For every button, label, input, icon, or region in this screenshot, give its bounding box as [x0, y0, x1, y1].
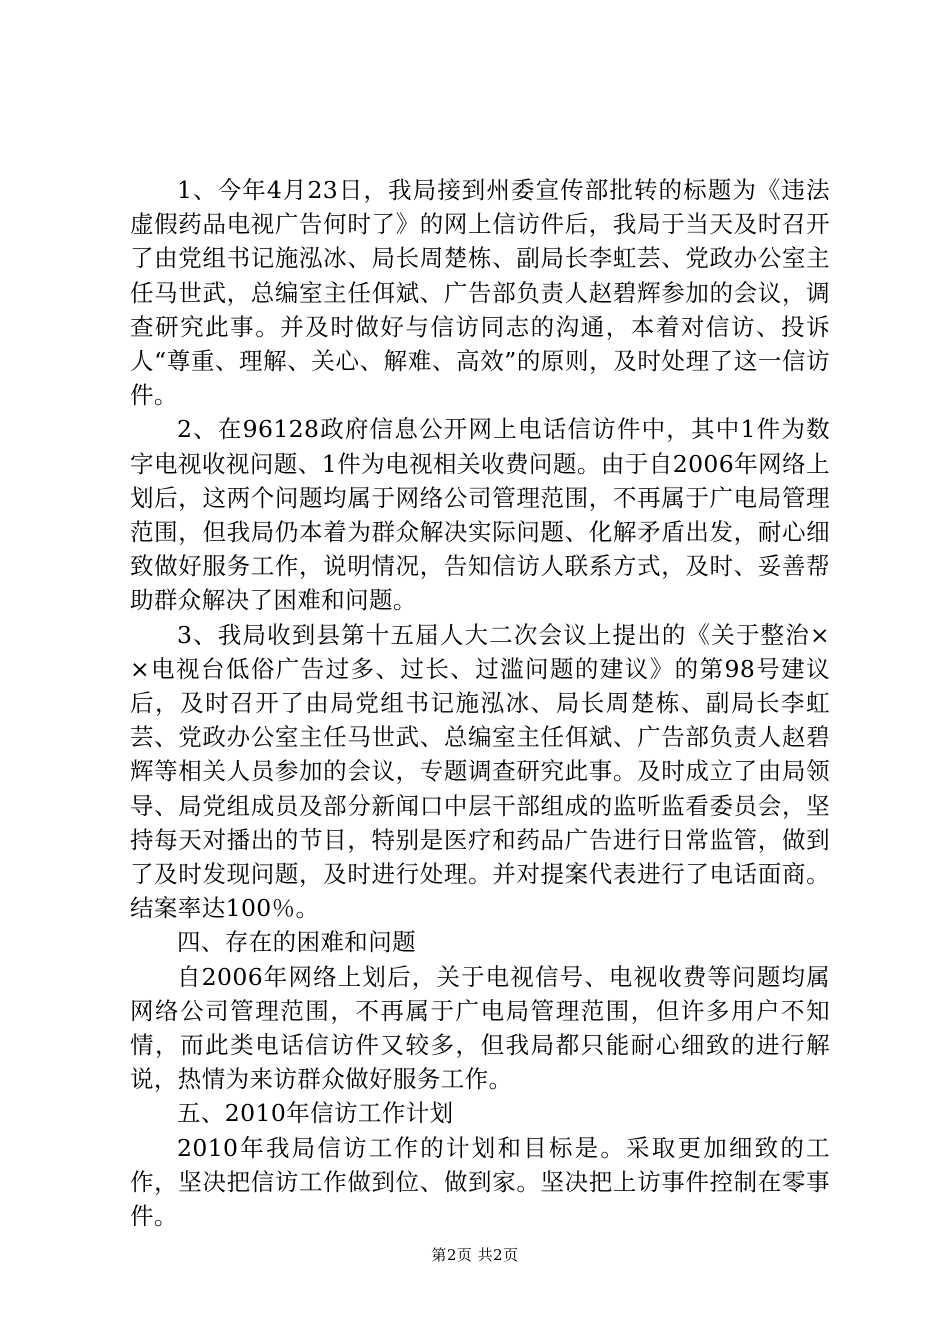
section-heading-difficulties: 四、存在的困难和问题: [177, 928, 416, 957]
page-number-footer: 第2页 共2页: [431, 1246, 519, 1264]
section-heading-plan: 五、2010年信访工作计划: [177, 1099, 454, 1128]
paragraph-plan: 2010年我局信访工作的计划和目标是。采取更加细致的工作，坚决把信访工作做到位、做到家。坚决把上访事件控制在零事件。: [130, 1133, 830, 1231]
paragraph-difficulties: 自2006年网络上划后，关于电视信号、电视收费等问题均属网络公司管理范围，不再属于广电局管理范围，但许多用户不知情，而此类电话信访件又较多，但我局都只能耐心细致的进行解说，热情为来访群众做好服务工作。: [130, 962, 830, 1094]
paragraph-item-1: 1、今年4月23日，我局接到州委宣传部批转的标题为《违法虚假药品电视广告何时了》的网上信访件后，我局于当天及时召开了由党组书记施泓冰、局长周楚栋、副局长李虹芸、党政办公室主任马世武，总编室主任佴斌、广告部负责人赵碧辉参加的会议，调查研究此事。并及时做好与信访同志的沟通，本着对信访、投诉人“尊重、理解、关心、解难、高效”的原则，及时处理了这一信访件。: [130, 176, 830, 410]
paragraph-item-2: 2、在96128政府信息公开网上电话信访件中，其中1件为数字电视收视问题、1件为电视相关收费问题。由于自2006年网络上划后，这两个问题均属于网络公司管理范围，不再属于广电局管理范围，但我局仍本着为群众解决实际问题、化解矛盾出发，耐心细致做好服务工作，说明情况，告知信访人联系方式，及时、妥善帮助群众解决了困难和问题。: [130, 415, 830, 615]
paragraph-item-3: 3、我局收到县第十五届人大二次会议上提出的《关于整治××电视台低俗广告过多、过长、过滥问题的建议》的第98号建议后，及时召开了由局党组书记施泓冰、局长周楚栋、副局长李虹芸、党政办公室主任马世武、总编室主任佴斌、广告部负责人赵碧辉等相关人员参加的会议，专题调查研究此事。及时成立了由局领导、局党组成员及部分新闻口中层干部组成的监听监看委员会，坚持每天对播出的节目，特别是医疗和药品广告进行日常监管，做到了及时发现问题，及时进行处理。并对提案代表进行了电话面商。结案率达100％。: [130, 620, 830, 923]
document-body: [130, 173, 830, 1233]
